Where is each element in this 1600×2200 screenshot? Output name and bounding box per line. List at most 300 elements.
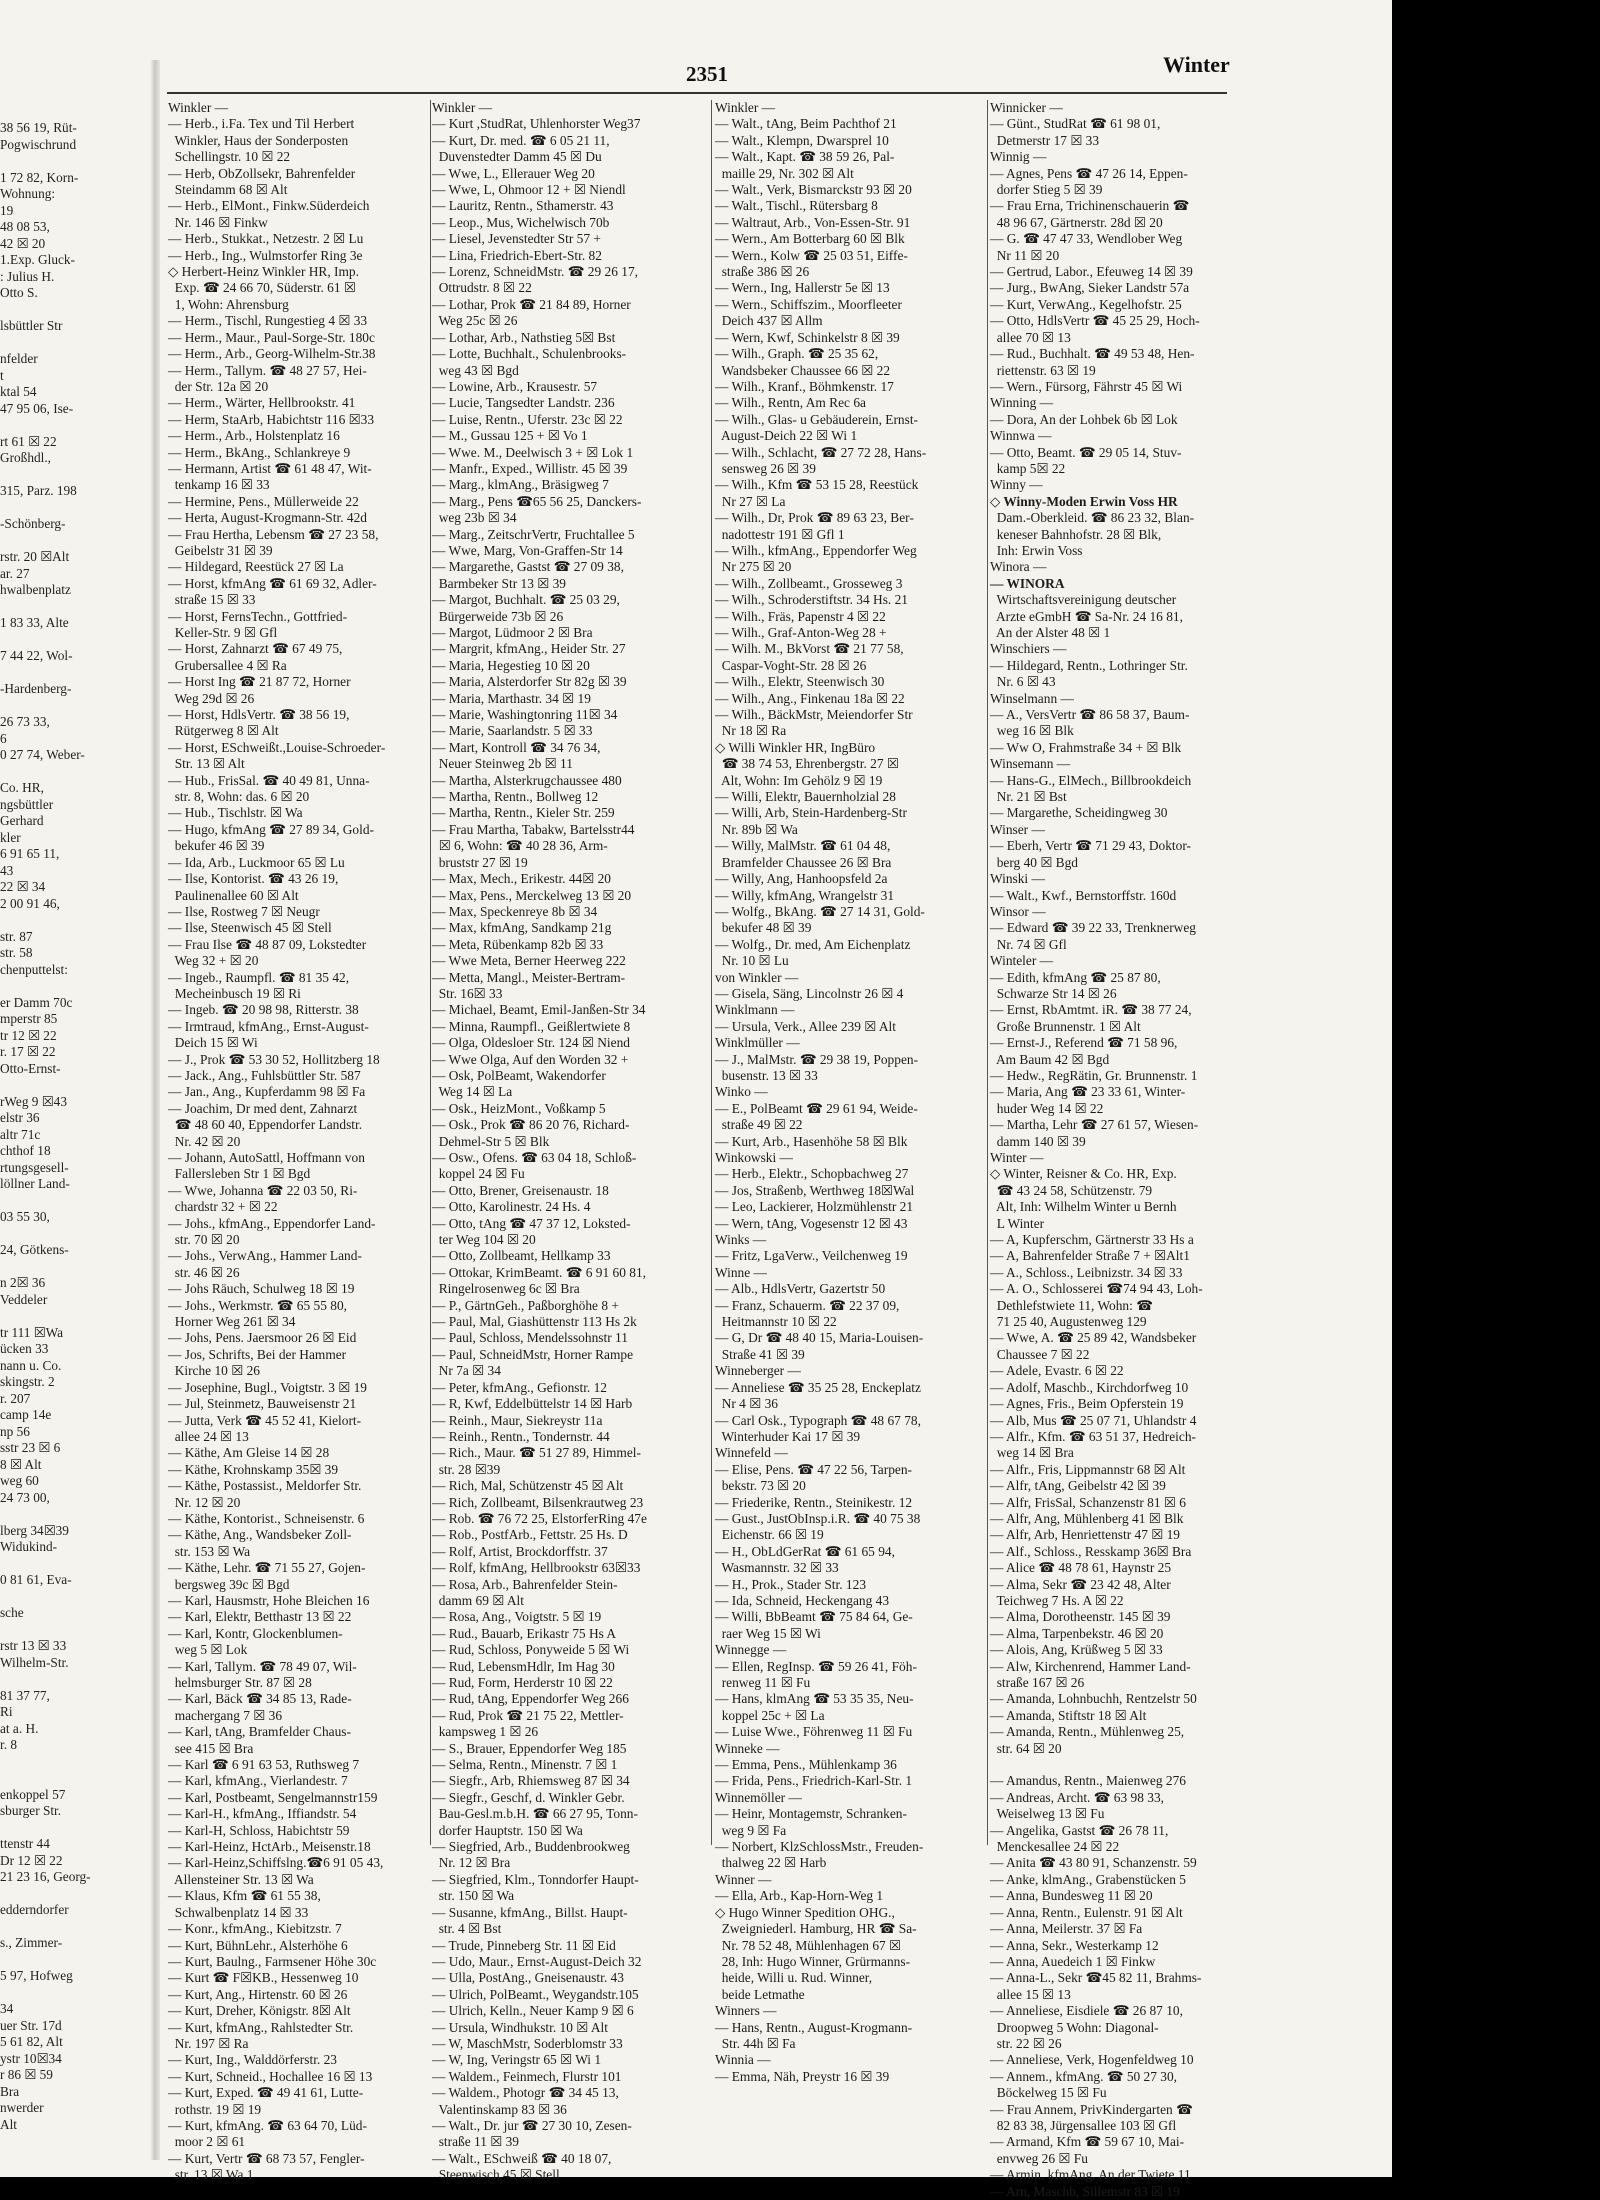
- directory-entry: — Karl-H, Schloss, Habichtstr 59: [168, 1822, 350, 1838]
- directory-entry: — Kurt ,StudRat, Uhlenhorster Weg37: [432, 116, 641, 132]
- directory-entry: — Rolf, Artist, Brockdorffstr. 37: [432, 1543, 608, 1559]
- directory-entry: — Käthe, Krohnskamp 35☒ 39: [168, 1461, 339, 1477]
- directory-entry: — Käthe, Ang., Wandsbeker Zoll-: [168, 1527, 352, 1543]
- directory-entry: — Margarethe, Gastst ☎ 27 09 38,: [432, 559, 624, 575]
- directory-entry: Exp. ☎ 24 66 70, Süderstr. 61 ☒: [168, 280, 356, 296]
- directory-entry: Valentinskamp 83 ☒ 36: [432, 2101, 567, 2117]
- directory-entry: berg 40 ☒ Bgd: [990, 854, 1079, 870]
- facing-page-line: r 86 ☒ 59: [0, 2067, 53, 2082]
- directory-entry: — Jan., Ang., Kupferdamm 98 ☒ Fa: [168, 1084, 366, 1100]
- facing-page-line: 315, Parz. 198: [0, 483, 77, 498]
- directory-entry: — Agnes, Pens ☎ 47 26 14, Eppen-: [990, 165, 1188, 181]
- directory-entry: — Elise, Pens. ☎ 47 22 56, Tarpen-: [715, 1461, 912, 1477]
- directory-entry: damm 69 ☒ Alt: [432, 1592, 524, 1608]
- directory-entry: — Ulrich, Kelln., Neuer Kamp 9 ☒ 6: [432, 2003, 634, 2019]
- facing-page-line: Veddeler: [0, 1291, 48, 1307]
- directory-entry: — Wilh., Zollbeamt., Grosseweg 3: [715, 575, 903, 591]
- directory-entry: — Liesel, Jevenstedter Str 57 +: [432, 231, 601, 247]
- facing-page-line: 43: [0, 862, 14, 878]
- facing-page-line: Dr 12 ☒ 22: [0, 1852, 63, 1868]
- directory-entry: — Anita ☎ 43 80 91, Schanzenstr. 59: [990, 1855, 1197, 1871]
- directory-entry: machergang 7 ☒ 36: [168, 1707, 283, 1723]
- directory-entry: Ottrudstr. 8 ☒ 22: [432, 280, 532, 296]
- directory-entry: — Alfr, tAng, Geibelstr 42 ☒ 39: [990, 1478, 1166, 1494]
- directory-entry: Winsor —: [990, 903, 1046, 919]
- directory-entry: Nr. 89b ☒ Wa: [715, 821, 798, 837]
- directory-entry: straße 11 ☒ 39: [432, 2134, 519, 2150]
- directory-entry: — Käthe, Am Gleise 14 ☒ 28: [168, 1445, 330, 1461]
- directory-entry: — Frida, Pens., Friedrich-Karl-Str. 1: [715, 1773, 913, 1789]
- directory-entry: — Osk., HeizMont., Voßkamp 5: [432, 1100, 606, 1116]
- facing-page-line: : Julius H.: [0, 268, 55, 284]
- directory-entry: — Jutta, Verk ☎ 45 52 41, Kielort-: [168, 1412, 362, 1428]
- directory-entry: — Frau Annem, PrivKindergarten ☎: [990, 2101, 1193, 2117]
- directory-entry: Nr 4 ☒ 36: [715, 1396, 778, 1412]
- directory-entry: — Willi, Elektr, Bauernholzial 28: [715, 789, 896, 805]
- page-number: 2351: [686, 62, 728, 86]
- directory-entry: Detmerstr 17 ☒ 33: [990, 132, 1100, 148]
- facing-page-line: -Schönberg-: [0, 516, 66, 531]
- directory-entry: — Wolfg., BkAng. ☎ 27 14 31, Gold-: [715, 903, 925, 919]
- directory-entry: riettenstr. 63 ☒ 19: [990, 362, 1096, 378]
- directory-entry: bruststr 27 ☒ 19: [432, 854, 528, 870]
- directory-entry: — Wern, tAng, Vogesenstr 12 ☒ 43: [715, 1215, 908, 1231]
- directory-entry: — A, Kupferschm, Gärtnerstr 33 Hs a: [990, 1232, 1194, 1248]
- directory-entry: — G. ☎ 47 47 33, Wendlober Weg: [990, 231, 1183, 247]
- directory-entry: Weiselweg 13 ☒ Fu: [990, 1806, 1105, 1822]
- directory-entry: — Waldem., Photogr ☎ 34 45 13,: [432, 2085, 619, 2101]
- directory-entry: — Edith, kfmAng ☎ 25 87 80,: [990, 969, 1161, 985]
- directory-entry: — W, MaschMstr, Soderblomstr 33: [432, 2035, 623, 2051]
- directory-entry: — Walt., ESchweiß ☎ 40 18 07,: [432, 2150, 612, 2166]
- directory-entry: Rütgerweg 8 ☒ Alt: [168, 723, 279, 739]
- directory-entry: Böckelweg 15 ☒ Fu: [990, 2085, 1107, 2101]
- directory-entry: — Karl, Bäck ☎ 34 85 13, Rade-: [168, 1691, 352, 1707]
- facing-page-line: hwalbenplatz: [0, 582, 71, 597]
- directory-entry: — Wolfg., Dr. med, Am Eichenplatz: [715, 936, 911, 952]
- facing-page-line: 03 55 30,: [0, 1209, 50, 1224]
- directory-entry: Bürgerweide 73b ☒ 26: [432, 608, 564, 624]
- directory-entry: — Wern., Am Botterbarg 60 ☒ Blk: [715, 231, 905, 247]
- facing-page-line: n 2☒ 36: [0, 1275, 46, 1290]
- directory-entry: — Hermann, Artist ☎ 61 48 47, Wit-: [168, 460, 372, 476]
- directory-entry: — Rolf, kfmAng, Hellbrookstr 63☒33: [432, 1560, 641, 1576]
- facing-page-line: 7 44 22, Wol-: [0, 648, 73, 663]
- facing-page-line: Widukind-: [0, 1539, 58, 1554]
- facing-page-line: ttenstr 44: [0, 1836, 50, 1851]
- directory-entry: — Minna, Raumpfl., Geißlertwiete 8: [432, 1018, 631, 1034]
- directory-entry: — Herm., Arb., Georg-Wilhelm-Str.38: [168, 346, 376, 362]
- directory-entry: — Maria, Marthastr. 34 ☒ 19: [432, 690, 591, 706]
- directory-entry: Winnig —: [990, 149, 1047, 165]
- directory-entry: Winnia —: [715, 2052, 771, 2068]
- directory-entry: — Anna, Auedeich 1 ☒ Finkw: [990, 1953, 1156, 1969]
- directory-entry: str. 46 ☒ 26: [168, 1264, 240, 1280]
- directory-entry: — Johann, AutoSattl, Hoffmann von: [168, 1150, 365, 1165]
- directory-entry: — Selma, Rentn., Minenstr. 7 ☒ 1: [432, 1757, 618, 1773]
- facing-page-line: r. 8: [0, 1737, 17, 1752]
- directory-entry: straße 15 ☒ 33: [168, 592, 256, 608]
- directory-entry: — Johs., kfmAng., Eppendorfer Land-: [168, 1215, 376, 1231]
- directory-entry: — H., Prok., Stader Str. 123: [715, 1576, 867, 1592]
- directory-entry: — Adele, Evastr. 6 ☒ 22: [990, 1363, 1124, 1379]
- directory-entry: keneser Bahnhofstr. 28 ☒ Blk,: [990, 526, 1162, 542]
- directory-entry: — Karl, kfmAng., Vierlandestr. 7: [168, 1773, 348, 1789]
- directory-entry: maille 29, Nr. 302 ☒ Alt: [715, 165, 854, 181]
- directory-entry: — Gertrud, Labor., Efeuweg 14 ☒ 39: [990, 264, 1193, 280]
- directory-entry: — Wilh., Elektr, Steenwisch 30: [715, 674, 885, 690]
- directory-entry: Ringelrosenweg 6c ☒ Bra: [432, 1281, 580, 1297]
- directory-entry: Barmbeker Str 13 ☒ 39: [432, 575, 566, 591]
- directory-entry: busenstr. 13 ☒ 33: [715, 1067, 818, 1083]
- directory-entry: — Alma, Tarpenbekstr. 46 ☒ 20: [990, 1625, 1164, 1641]
- directory-entry: — Rud, LebensmHdlr, Im Hag 30: [432, 1658, 615, 1674]
- directory-entry: sensweg 26 ☒ 39: [715, 460, 816, 476]
- directory-entry: — Manfr., Exped., Willistr. 45 ☒ 39: [432, 460, 628, 476]
- directory-entry: — Lothar, Arb., Nathstieg 5☒ Bst: [432, 329, 616, 345]
- directory-entry: str. 22 ☒ 26: [990, 2035, 1062, 2051]
- directory-entry: — Ww O, Frahmstraße 34 + ☒ Blk: [990, 739, 1182, 755]
- directory-entry: Winko —: [715, 1084, 768, 1100]
- directory-entry: — Horst, ESchweißt.,Louise-Schroeder-: [168, 739, 386, 755]
- facing-page-line: skingstr. 2: [0, 1374, 55, 1389]
- directory-entry: weg 16 ☒ Blk: [990, 723, 1074, 739]
- directory-entry: — Rob. ☎ 76 72 25, ElstorferRing 47e: [432, 1510, 647, 1526]
- directory-entry: — Alb., HdlsVertr, Gazertstr 50: [715, 1281, 886, 1297]
- directory-entry: — Michael, Beamt, Emil-Janßen-Str 34: [432, 1002, 646, 1018]
- directory-entry: Kirche 10 ☒ 26: [168, 1363, 260, 1379]
- directory-entry: — Anna, Sekr., Westerkamp 12: [990, 1937, 1159, 1953]
- facing-page-line: rt 61 ☒ 22: [0, 433, 57, 449]
- directory-entry: — Wwe Olga, Auf den Worden 32 +: [432, 1051, 629, 1067]
- directory-entry: — Kurt, Dr. med. ☎ 6 05 21 11,: [432, 132, 610, 148]
- directory-entry: helmsburger Str. 87 ☒ 28: [168, 1675, 312, 1690]
- directory-entry: — Ernst, RbAmtmt. iR. ☎ 38 77 24,: [990, 1002, 1192, 1018]
- facing-page-line: er Damm 70c: [0, 994, 73, 1010]
- directory-entry: — Wilh., Graph. ☎ 25 35 62,: [715, 346, 879, 362]
- directory-entry: — Siegfr., Geschf, d. Winkler Gebr.: [432, 1789, 625, 1805]
- directory-entry: Winners —: [715, 2003, 777, 2019]
- directory-entry: — Herm., BkAng., Schlankreye 9: [168, 444, 351, 460]
- directory-entry: — Fritz, LgaVerw., Veilchenweg 19: [715, 1248, 908, 1264]
- directory-entry: 28, Inh: Hugo Winner, Grürmanns-: [715, 1953, 911, 1969]
- directory-entry: — Peter, kfmAng., Gefionstr. 12: [432, 1379, 608, 1395]
- directory-entry: — Karl ☎ 6 91 63 53, Ruthsweg 7: [168, 1757, 360, 1773]
- column-3: [715, 100, 987, 2084]
- directory-entry: — Wilh., Fräs, Papenstr 4 ☒ 22: [715, 608, 886, 624]
- directory-entry: — Waltraut, Arb., Von-Essen-Str. 91: [715, 214, 911, 230]
- directory-entry: bekstr. 73 ☒ 20: [715, 1478, 806, 1494]
- facing-page-line: löllner Land-: [0, 1176, 70, 1191]
- directory-entry: — Herm., Tischl, Rungestieg 4 ☒ 33: [168, 313, 368, 329]
- facing-page-line: 2 00 91 46,: [0, 895, 60, 911]
- directory-entry: — Hildegard, Rentn., Lothringer Str.: [990, 657, 1188, 673]
- directory-entry: — Karl, tAng, Bramfelder Chaus-: [168, 1724, 351, 1740]
- facing-page-line: 47 95 06, Ise-: [0, 400, 74, 416]
- directory-entry: Nr. 10 ☒ Lu: [715, 953, 789, 969]
- directory-entry: — Otto, Beamt. ☎ 29 05 14, Stuv-: [990, 444, 1182, 460]
- facing-page-line: Co. HR,: [0, 780, 44, 795]
- directory-entry: — Karl, Kontr, Glockenblumen-: [168, 1625, 343, 1641]
- directory-entry: — Maria, Alsterdorfer Str 82g ☒ 39: [432, 674, 627, 690]
- directory-entry: Winneberger —: [715, 1363, 801, 1379]
- directory-entry: ter Weg 104 ☒ 20: [432, 1232, 536, 1248]
- directory-entry: — Rud., Bauarb, Erikastr 75 Hs A: [432, 1625, 617, 1641]
- directory-entry: Alt, Wohn: Im Gehölz 9 ☒ 19: [715, 772, 883, 788]
- directory-entry: Winski —: [990, 871, 1045, 887]
- directory-entry: Mecheinbusch 19 ☒ Ri: [168, 985, 301, 1001]
- facing-page-line: 24 73 00,: [0, 1489, 50, 1505]
- directory-entry: Keller-Str. 9 ☒ Gfl: [168, 625, 278, 640]
- facing-page-line: s., Zimmer-: [0, 1935, 63, 1950]
- directory-entry: Paulinenallee 60 ☒ Alt: [168, 887, 299, 903]
- directory-entry: — Kurt, BühnLehr., Alsterhöhe 6: [168, 1937, 348, 1953]
- directory-entry: Grubersallee 4 ☒ Ra: [168, 657, 287, 673]
- column-1: [168, 100, 430, 2183]
- directory-entry: — Kurt, Arb., Hasenhöhe 58 ☒ Blk: [715, 1133, 908, 1149]
- facing-page-line: ktal 54: [0, 384, 37, 399]
- directory-entry: An der Alster 48 ☒ 1: [990, 625, 1111, 640]
- directory-entry: huder Weg 14 ☒ 22: [990, 1100, 1104, 1116]
- directory-entry: — Luise Wwe., Föhrenweg 11 ☒ Fu: [715, 1724, 913, 1740]
- facing-page-line: ngsbüttler: [0, 796, 54, 812]
- directory-entry: str. 64 ☒ 20: [990, 1740, 1062, 1756]
- directory-entry: — J., Prok ☎ 53 30 52, Hollitzberg 18: [168, 1051, 380, 1067]
- facing-page-line: rstr 13 ☒ 33: [0, 1638, 67, 1653]
- facing-page-line: camp 14e: [0, 1407, 52, 1422]
- facing-page-line: Wilhelm-Str.: [0, 1654, 69, 1670]
- directory-entry: — Dora, An der Lohbek 6b ☒ Lok: [990, 411, 1178, 427]
- directory-entry: — Max, Pens., Merckelweg 13 ☒ 20: [432, 887, 632, 903]
- directory-entry: L Winter: [990, 1215, 1045, 1231]
- facing-page-line: Bra: [0, 2083, 20, 2099]
- directory-entry: — Osk, PolBeamt, Wakendorfer: [432, 1067, 606, 1083]
- facing-page-line: tr 111 ☒Wa: [0, 1324, 64, 1340]
- directory-entry: — Irmtraud, kfmAng., Ernst-August-: [168, 1018, 369, 1034]
- directory-entry: Winny —: [990, 477, 1043, 493]
- directory-entry: Nr. 21 ☒ Bst: [990, 789, 1067, 805]
- directory-entry: Chaussee 7 ☒ 22: [990, 1346, 1090, 1362]
- directory-entry: Nr. 197 ☒ Ra: [168, 2035, 249, 2051]
- directory-entry: — Marie, Washingtonring 11☒ 34: [432, 707, 618, 723]
- directory-entry: — Ilse, Steenwisch 45 ☒ Stell: [168, 920, 332, 936]
- directory-entry: Heitmannstr 10 ☒ 22: [715, 1314, 837, 1330]
- directory-entry: Nr. 12 ☒ 20: [168, 1494, 241, 1510]
- facing-page-line: nfelder: [0, 351, 38, 366]
- facing-page-line: weg 60: [0, 1473, 39, 1488]
- facing-page-line: rstr. 20 ☒Alt: [0, 549, 70, 564]
- directory-entry: — Alice ☎ 48 78 61, Haynstr 25: [990, 1560, 1172, 1576]
- directory-entry: Nr. 12 ☒ Bra: [432, 1855, 511, 1871]
- facing-page-line: r. 207: [0, 1390, 31, 1406]
- directory-entry: Wirtschaftsvereinigung deutscher: [990, 592, 1177, 608]
- column-4: [990, 100, 1230, 2199]
- directory-entry: Winora —: [990, 559, 1047, 575]
- directory-entry: str. 13 ☒ Wa 1: [168, 2167, 254, 2183]
- directory-entry: — Alw, Kirchenrend, Hammer Land-: [990, 1658, 1191, 1674]
- directory-entry: thalweg 22 ☒ Harb: [715, 1855, 827, 1871]
- directory-entry: — Gust., JustObInsp.i.R. ☎ 40 75 38: [715, 1510, 921, 1526]
- directory-entry: — Amanda, Rentn., Mühlenweg 25,: [990, 1724, 1185, 1740]
- directory-entry: ◇ Herbert-Heinz Winkler HR, Imp.: [168, 264, 359, 280]
- directory-entry: — Leop., Mus, Wichelwisch 70b: [432, 214, 610, 230]
- facing-page-line: np 56: [0, 1423, 30, 1439]
- directory-entry: Weg 29d ☒ 26: [168, 690, 255, 706]
- directory-entry: — Joachim, Dr med dent, Zahnarzt: [168, 1100, 358, 1116]
- directory-entry: Winks —: [715, 1232, 767, 1248]
- directory-entry: — Hans-G., ElMech., Billbrookdeich: [990, 772, 1192, 788]
- directory-entry: — Walt., Verk, Bismarckstr 93 ☒ 20: [715, 182, 912, 198]
- directory-entry: Steenwisch 45 ☒ Stell: [432, 2167, 560, 2183]
- directory-entry: — Wilh., Schroderstiftstr. 34 Hs. 21: [715, 592, 908, 608]
- directory-entry: — Wilh., Ang., Finkenau 18a ☒ 22: [715, 690, 905, 706]
- directory-entry: Alt, Inh: Wilhelm Winter u Bernh: [990, 1199, 1177, 1215]
- directory-entry: — Karl-Heinz, HctArb., Meisenstr.18: [168, 1839, 371, 1855]
- directory-entry: — Anna, Rentn., Eulenstr. 91 ☒ Alt: [990, 1904, 1183, 1920]
- directory-entry: str. 70 ☒ 20: [168, 1232, 240, 1248]
- facing-page-line: lsbüttler Str: [0, 318, 63, 333]
- directory-entry: — Ottokar, KrimBeamt. ☎ 6 91 60 81,: [432, 1264, 647, 1280]
- directory-entry: — Arn, Maschb, Sillemstr 83 ☒ 19: [990, 2183, 1180, 2199]
- facing-page-line: 24, Götkens-: [0, 1242, 69, 1257]
- directory-entry: — Wilh., Graf-Anton-Weg 28 +: [715, 625, 887, 640]
- directory-entry: — Rich., Maur. ☎ 51 27 89, Himmel-: [432, 1445, 641, 1461]
- directory-entry: Nr 7a ☒ 34: [432, 1363, 501, 1379]
- directory-entry: ☒ 6, Wohn: ☎ 40 28 36, Arm-: [432, 838, 608, 854]
- directory-entry: — Herb., i.Fa. Tex und Til Herbert: [168, 116, 355, 132]
- directory-entry: — Rud., Buchhalt. ☎ 49 53 48, Hen-: [990, 346, 1195, 362]
- directory-entry: str. 8, Wohn: das. 6 ☒ 20: [168, 789, 310, 805]
- directory-entry: Arzte eGmbH ☎ Sa-Nr. 24 16 81,: [990, 608, 1183, 624]
- directory-entry: — Käthe, Postassist., Meldorfer Str.: [168, 1478, 362, 1494]
- directory-entry: — Karl, Hausmstr, Hohe Bleichen 16: [168, 1592, 370, 1608]
- directory-entry: — Willi, BbBeamt ☎ 75 84 64, Ge-: [715, 1609, 913, 1625]
- directory-entry: Nr. 74 ☒ Gfl: [990, 936, 1067, 952]
- facing-page-line: 34: [0, 2001, 14, 2016]
- directory-entry: — Marg., ZeitschrVertr, Fruchtallee 5: [432, 526, 635, 542]
- directory-entry: Nr 27 ☒ La: [715, 493, 786, 509]
- directory-entry: kampsweg 1 ☒ 26: [432, 1724, 539, 1740]
- directory-entry: — Willy, Ang, Hanhoopsfeld 2a: [715, 871, 888, 887]
- directory-entry: — Osk., Prok ☎ 86 20 76, Richard-: [432, 1117, 630, 1133]
- directory-entry: [990, 1757, 1230, 1773]
- facing-page-line: sburger Str.: [0, 1803, 62, 1818]
- directory-entry: — Herm, StaArb, Habichtstr 116 ☒33: [168, 411, 375, 427]
- directory-entry: — Maria, Ang ☎ 23 33 61, Winter-: [990, 1084, 1186, 1100]
- directory-entry: str. 4 ☒ Bst: [432, 1921, 502, 1937]
- facing-page-line: 8 ☒ Alt: [0, 1456, 42, 1472]
- directory-entry: — Luise, Rentn., Uferstr. 23c ☒ 22: [432, 411, 623, 427]
- directory-entry: Nr. 6 ☒ 43: [990, 674, 1056, 690]
- facing-page-line: str. 58: [0, 945, 33, 960]
- directory-entry: — Adolf, Maschb., Kirchdorfweg 10: [990, 1379, 1189, 1395]
- directory-entry: — Walt., Klempn, Dwarsprel 10: [715, 132, 889, 148]
- directory-entry: — Kurt, VerwAng., Kegelhofstr. 25: [990, 296, 1182, 312]
- facing-page-line: nwerder: [0, 2100, 44, 2115]
- directory-entry: — Johs., VerwAng., Hammer Land-: [168, 1248, 362, 1264]
- directory-entry: — Armand, Kfm ☎ 59 67 10, Mai-: [990, 2134, 1185, 2150]
- facing-page-line: elstr 36: [0, 1110, 40, 1125]
- directory-entry: — Wwe Meta, Berner Heerweg 222: [432, 953, 626, 969]
- directory-entry: — Margot, Buchhalt. ☎ 25 03 29,: [432, 592, 620, 608]
- directory-entry: Winterhuder Kai 17 ☒ 39: [715, 1428, 861, 1444]
- directory-entry: Deich 437 ☒ Allm: [715, 313, 823, 329]
- directory-entry: ◇ Winny-Moden Erwin Voss HR: [990, 493, 1178, 509]
- directory-entry: — Max, kfmAng, Sandkamp 21g: [432, 920, 612, 936]
- directory-entry: — Wern., Schiffszim., Moorfleeter: [715, 296, 902, 312]
- directory-entry: Weg 32 + ☒ 20: [168, 953, 259, 969]
- directory-entry: — Anna, Bundesweg 11 ☒ 20: [990, 1888, 1153, 1904]
- directory-entry: Bramfelder Chaussee 26 ☒ Bra: [715, 854, 892, 870]
- directory-entry: — Willy, MalMstr. ☎ 61 04 48,: [715, 838, 891, 854]
- directory-entry: weg 23b ☒ 34: [432, 510, 517, 526]
- directory-entry: — Rud, Schloss, Ponyweide 5 ☒ Wi: [432, 1642, 630, 1658]
- directory-entry: — Rud, Prok ☎ 21 75 22, Mettler-: [432, 1707, 624, 1723]
- facing-page-strip: [0, 120, 162, 2132]
- directory-entry: — Alma, Sekr ☎ 23 42 48, Alter: [990, 1576, 1171, 1592]
- directory-entry: — Udo, Maur., Ernst-August-Deich 32: [432, 1953, 642, 1969]
- facing-page-line: 19: [0, 202, 14, 218]
- directory-entry: — Anneliese, Verk, Hogenfeldweg 10: [990, 2052, 1194, 2068]
- directory-entry: Neuer Steinweg 2b ☒ 11: [432, 756, 573, 772]
- directory-entry: Nr 275 ☒ 20: [715, 559, 792, 575]
- directory-entry: — Horst, kfmAng ☎ 61 69 32, Adler-: [168, 575, 377, 591]
- directory-entry: — Horst, FernsTechn., Gottfried-: [168, 608, 348, 624]
- directory-entry: — Walt., Tischl., Rütersbarg 8: [715, 198, 878, 214]
- directory-entry: — Rich, Zollbeamt, Bilsenkrautweg 23: [432, 1494, 644, 1510]
- gutter-shadow: [150, 60, 160, 2160]
- directory-entry: — Susanne, kfmAng., Billst. Haupt-: [432, 1904, 628, 1920]
- directory-entry: Dam.-Oberkleid. ☎ 86 23 32, Blan-: [990, 510, 1195, 526]
- directory-entry: Winnicker —: [990, 100, 1063, 115]
- facing-page-line: rtungsgesell-: [0, 1159, 69, 1175]
- directory-entry: moor 2 ☒ 61: [168, 2134, 246, 2150]
- directory-entry: koppel 25c + ☒ La: [715, 1707, 825, 1723]
- facing-page-line: tr 12 ☒ 22: [0, 1027, 57, 1043]
- directory-entry: — Herb, ObZollsekr, Bahrenfelder: [168, 165, 356, 181]
- directory-entry: — Konr., kfmAng., Kiebitzstr. 7: [168, 1921, 342, 1937]
- directory-entry: — Alf., Schloss., Resskamp 36☒ Bra: [990, 1543, 1192, 1559]
- facing-page-line: 21 23 16, Georg-: [0, 1869, 91, 1884]
- directory-entry: — Emma, Näh, Preystr 16 ☒ 39: [715, 2068, 890, 2084]
- directory-entry: — Frau Erna, Trichinenschauerin ☎: [990, 198, 1190, 214]
- directory-entry: — Marg., Pens ☎65 56 25, Danckers-: [432, 493, 642, 509]
- directory-entry: — Lowine, Arb., Krausestr. 57: [432, 378, 598, 394]
- directory-entry: — Reinh., Maur, Siekreystr 11a: [432, 1412, 603, 1428]
- directory-entry: — Horst, HdlsVertr. ☎ 38 56 19,: [168, 707, 350, 723]
- directory-entry: — Ulrich, PolBeamt., Weygandstr.105: [432, 1986, 639, 2002]
- directory-entry: — Walt., Dr. jur ☎ 27 30 10, Zesen-: [432, 2117, 632, 2133]
- facing-page-line: Otto-Ernst-: [0, 1060, 61, 1076]
- directory-entry: Winselmann —: [990, 690, 1074, 706]
- directory-entry: str. 28 ☒39: [432, 1461, 501, 1477]
- directory-entry: — Wern., Fürsorg, Fährstr 45 ☒ Wi: [990, 378, 1183, 394]
- directory-entry: str. 150 ☒ Wa: [432, 1888, 515, 1904]
- directory-entry: — Wern., Ing, Hallerstr 5e ☒ 13: [715, 280, 890, 296]
- directory-entry: — Kurt, Ing., Walddörferstr. 23: [168, 2052, 338, 2068]
- directory-entry: — Angelika, Gastst ☎ 26 78 11,: [990, 1822, 1169, 1838]
- directory-entry: Straße 41 ☒ 39: [715, 1346, 805, 1362]
- directory-entry: Str. 44h ☒ Fa: [715, 2035, 796, 2051]
- directory-entry: bergsweg 39c ☒ Bgd: [168, 1576, 290, 1592]
- facing-page-line: 5 97, Hofweg: [0, 1968, 73, 1983]
- directory-entry: heide, Willi u. Rud. Winner,: [715, 1970, 873, 1986]
- directory-entry: Geibelstr 31 ☒ 39: [168, 542, 273, 558]
- directory-entry: Große Brunnenstr. 1 ☒ Alt: [990, 1018, 1141, 1034]
- facing-page-line: 42 ☒ 20: [0, 235, 46, 251]
- directory-entry: — Siegfr., Arb, Rhiemsweg 87 ☒ 34: [432, 1773, 630, 1789]
- directory-entry: ◇ Hugo Winner Spedition OHG.,: [715, 1904, 895, 1920]
